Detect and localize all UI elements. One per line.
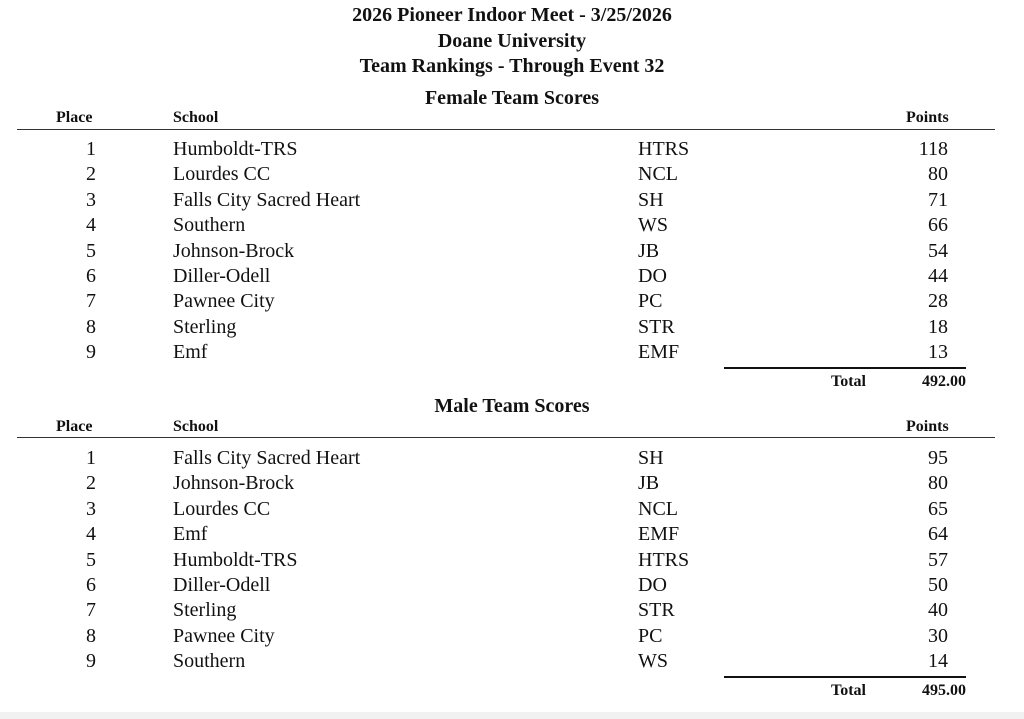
points-cell: 40 <box>928 599 948 622</box>
school-cell: Lourdes CC <box>173 497 271 520</box>
female-section-title: Female Team Scores <box>424 87 600 109</box>
place-cell: 4 <box>86 214 96 237</box>
points-cell: 50 <box>928 573 948 596</box>
abbr-cell: JB <box>638 472 660 495</box>
table-row <box>0 497 1024 522</box>
abbr-cell: JB <box>638 239 660 262</box>
abbr-cell: NCL <box>638 497 678 520</box>
points-cell: 66 <box>928 214 948 237</box>
table-row <box>0 137 1024 162</box>
place-cell: 9 <box>86 341 96 364</box>
female-column-headers <box>0 108 1024 128</box>
place-cell: 3 <box>86 188 96 211</box>
points-cell: 30 <box>928 624 948 647</box>
male-team-table <box>0 446 1024 675</box>
female-team-table <box>0 137 1024 366</box>
table-row <box>0 598 1024 623</box>
female-total-divider <box>724 367 966 369</box>
points-cell: 80 <box>928 163 948 186</box>
meet-title: 2026 Pioneer Indoor Meet - 3/25/2026 <box>352 4 672 26</box>
school-cell: Humboldt-TRS <box>173 138 298 160</box>
school-cell: Pawnee City <box>173 290 275 313</box>
school-cell: Falls City Sacred Heart <box>173 447 361 469</box>
points-cell: 57 <box>928 548 948 571</box>
points-cell: 54 <box>928 239 948 262</box>
rankings-subtitle: Team Rankings - Through Event 32 <box>359 55 665 77</box>
abbr-cell: WS <box>638 214 668 237</box>
place-cell: 5 <box>86 548 96 571</box>
place-column-header: Place <box>56 418 93 435</box>
total-value: 495.00 <box>922 682 966 699</box>
place-cell: 8 <box>86 315 96 338</box>
abbr-cell: PC <box>638 624 663 647</box>
school-cell: Sterling <box>173 599 237 622</box>
total-value: 492.00 <box>922 373 966 390</box>
abbr-cell: STR <box>638 315 675 338</box>
place-cell: 3 <box>86 497 96 520</box>
abbr-cell: EMF <box>638 523 680 546</box>
place-cell: 1 <box>86 138 96 160</box>
table-row <box>0 239 1024 264</box>
school-cell: Southern <box>173 650 246 673</box>
place-cell: 7 <box>86 599 96 622</box>
male-header-divider <box>17 437 995 438</box>
abbr-cell: HTRS <box>638 548 690 571</box>
points-cell: 13 <box>928 341 948 364</box>
female-header-divider <box>17 129 995 130</box>
school-cell: Diller-Odell <box>173 573 271 596</box>
school-cell: Lourdes CC <box>173 163 271 186</box>
abbr-cell: DO <box>638 264 667 287</box>
table-row <box>0 649 1024 674</box>
table-row <box>0 162 1024 187</box>
abbr-cell: NCL <box>638 163 678 186</box>
points-cell: 65 <box>928 497 948 520</box>
place-cell: 6 <box>86 264 96 287</box>
table-row <box>0 264 1024 289</box>
total-label: Total <box>831 373 866 390</box>
male-total-row <box>0 681 1024 701</box>
male-column-headers <box>0 417 1024 437</box>
points-cell: 14 <box>928 650 948 673</box>
table-row <box>0 315 1024 340</box>
points-cell: 95 <box>928 447 948 469</box>
abbr-cell: STR <box>638 599 675 622</box>
points-cell: 18 <box>928 315 948 338</box>
points-column-header: Points <box>906 109 949 126</box>
place-column-header: Place <box>56 109 93 126</box>
school-cell: Pawnee City <box>173 624 275 647</box>
female-total-row <box>0 372 1024 392</box>
abbr-cell: PC <box>638 290 663 313</box>
place-cell: 2 <box>86 472 96 495</box>
place-cell: 8 <box>86 624 96 647</box>
place-cell: 1 <box>86 447 96 469</box>
table-row <box>0 188 1024 213</box>
table-row <box>0 213 1024 238</box>
school-cell: Emf <box>173 523 208 546</box>
place-cell: 7 <box>86 290 96 313</box>
table-row <box>0 471 1024 496</box>
place-cell: 2 <box>86 163 96 186</box>
place-cell: 6 <box>86 573 96 596</box>
school-cell: Falls City Sacred Heart <box>173 188 361 211</box>
school-cell: Johnson-Brock <box>173 472 295 495</box>
place-cell: 9 <box>86 650 96 673</box>
table-row <box>0 289 1024 314</box>
school-cell: Humboldt-TRS <box>173 548 298 571</box>
venue-title: Doane University <box>437 30 587 52</box>
school-column-header: School <box>173 418 219 435</box>
place-cell: 5 <box>86 239 96 262</box>
abbr-cell: DO <box>638 573 667 596</box>
abbr-cell: WS <box>638 650 668 673</box>
points-cell: 44 <box>928 264 948 287</box>
abbr-cell: SH <box>638 447 664 469</box>
school-cell: Diller-Odell <box>173 264 271 287</box>
abbr-cell: HTRS <box>638 138 690 160</box>
school-column-header: School <box>173 109 219 126</box>
school-cell: Sterling <box>173 315 237 338</box>
school-cell: Johnson-Brock <box>173 239 295 262</box>
table-row <box>0 446 1024 471</box>
points-cell: 118 <box>918 138 948 160</box>
table-row <box>0 624 1024 649</box>
male-total-divider <box>724 676 966 678</box>
table-row <box>0 340 1024 365</box>
table-row <box>0 548 1024 573</box>
points-cell: 71 <box>928 188 948 211</box>
table-row <box>0 573 1024 598</box>
page-bottom-edge <box>0 712 1024 719</box>
school-cell: Emf <box>173 341 208 364</box>
abbr-cell: EMF <box>638 341 680 364</box>
school-cell: Southern <box>173 214 246 237</box>
points-cell: 28 <box>928 290 948 313</box>
abbr-cell: SH <box>638 188 664 211</box>
place-cell: 4 <box>86 523 96 546</box>
points-column-header: Points <box>906 418 949 435</box>
table-row <box>0 522 1024 547</box>
male-section-title: Male Team Scores <box>434 395 590 417</box>
total-label: Total <box>831 682 866 699</box>
points-cell: 80 <box>928 472 948 495</box>
points-cell: 64 <box>928 523 948 546</box>
